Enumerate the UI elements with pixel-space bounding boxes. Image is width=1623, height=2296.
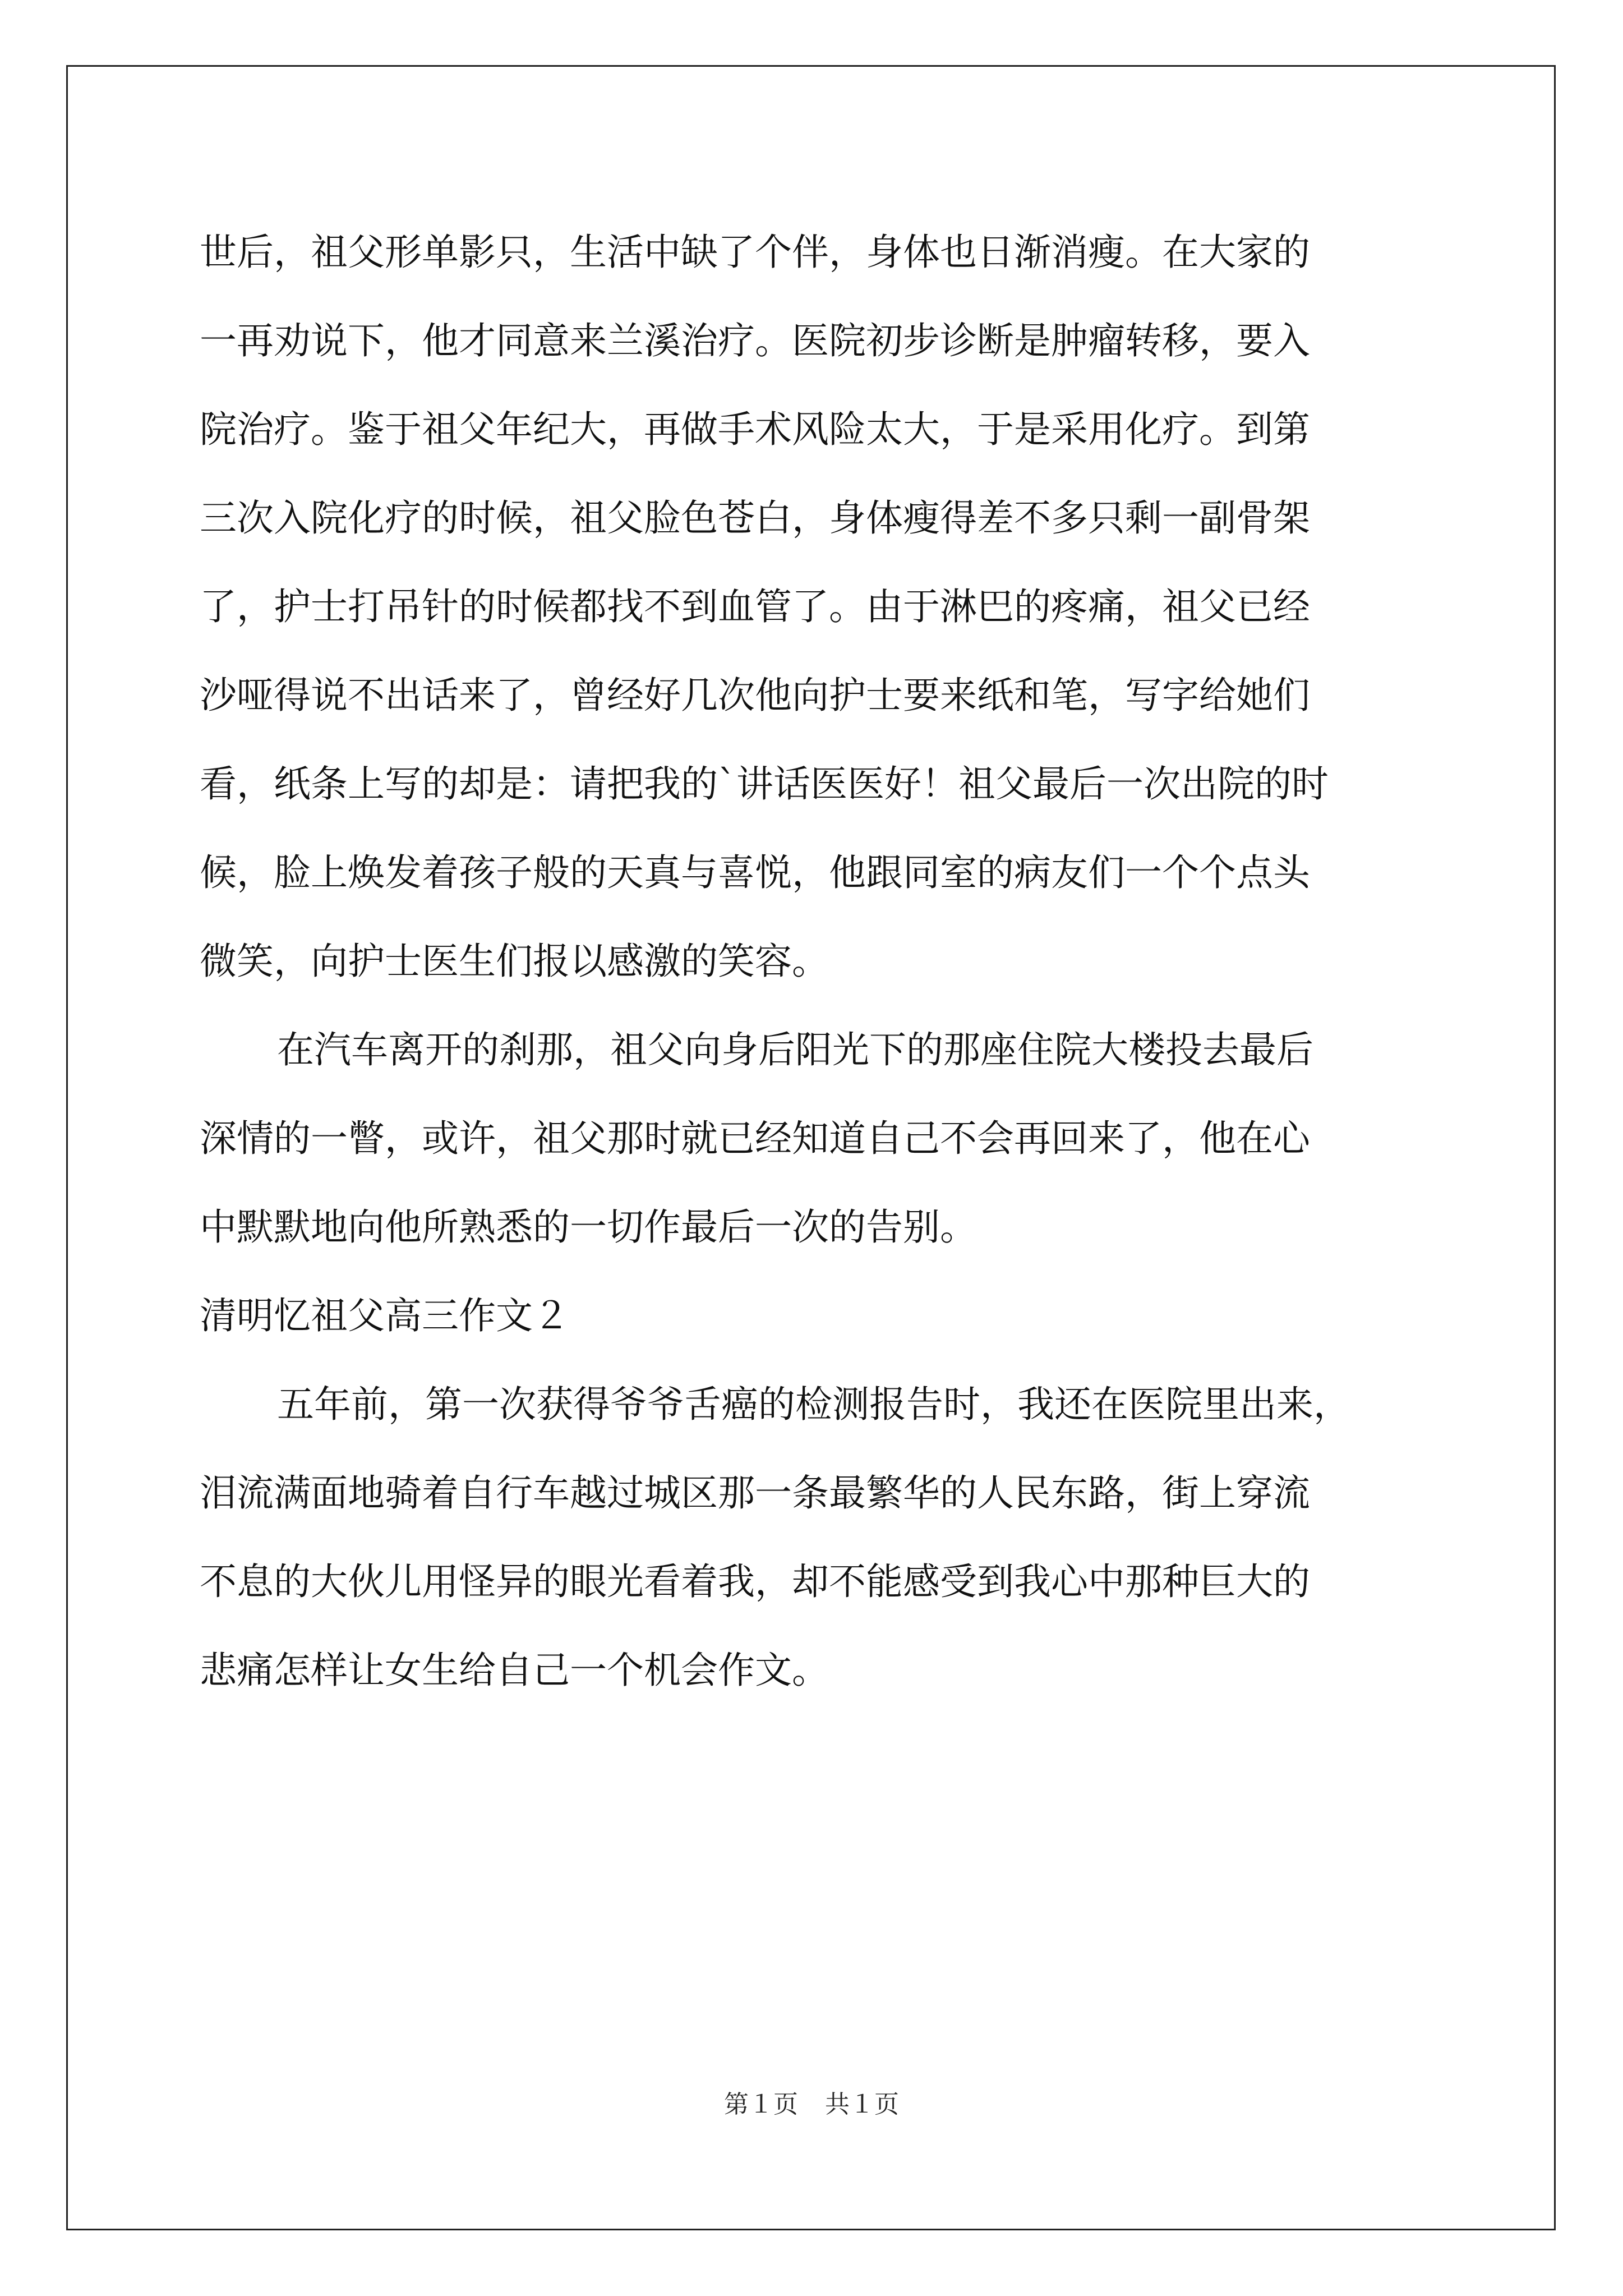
- paragraph-line: 泪流满面地骑着自行车越过城区那一条最繁华的人民东路，街上穿流: [200, 1471, 1310, 1515]
- section-heading: 清明忆祖父高三作文２: [200, 1294, 570, 1337]
- paragraph-line: 微笑，向护士医生们报以感激的笑容。: [200, 940, 829, 983]
- paragraph-line: 三次入院化疗的时候，祖父脸色苍白，身体瘦得差不多只剩一副骨架: [200, 496, 1310, 540]
- paragraph-line: 不息的大伙儿用怪异的眼光看着我，却不能感受到我心中那种巨大的: [200, 1560, 1310, 1603]
- paragraph-line: 一再劝说下，他才同意来兰溪治疗。医院初步诊断是肿瘤转移，要入: [200, 319, 1310, 362]
- paragraph-line: 院治疗。鉴于祖父年纪大，再做手术风险太大，于是采用化疗。到第: [200, 408, 1310, 451]
- paragraph-line: 候，脸上焕发着孩子般的天真与喜悦，他跟同室的病友们一个个点头: [200, 851, 1310, 894]
- paragraph-line: 悲痛怎样让女生给自己一个机会作文。: [200, 1649, 829, 1692]
- paragraph-line: 世后，祖父形单影只，生活中缺了个伴，身体也日渐消瘦。在大家的: [200, 231, 1310, 274]
- paragraph-line: 五年前，第一次获得爷爷舌癌的检测报告时，我还在医院里出来，: [277, 1383, 1350, 1426]
- paragraph-line: 深情的一瞥，或许，祖父那时就已经知道自己不会再回来了，他在心: [200, 1117, 1310, 1160]
- paragraph-line: 中默默地向他所熟悉的一切作最后一次的告别。: [200, 1205, 977, 1249]
- paragraph-line: 在汽车离开的刹那，祖父向身后阳光下的那座住院大楼投去最后: [277, 1028, 1313, 1071]
- page-number: 第１页: [724, 2090, 798, 2119]
- paragraph-line: 了，护士打吊针的时候都找不到血管了。由于淋巴的疼痛，祖父已经: [200, 585, 1310, 628]
- paragraph-line: 看，纸条上写的却是：请把我的`讲话医医好！祖父最后一次出院的时: [200, 762, 1329, 806]
- page-total: 共１页: [825, 2090, 899, 2119]
- page-footer: [0, 2089, 1623, 2120]
- paragraph-line: 沙哑得说不出话来了，曾经好几次他向护士要来纸和笔，写字给她们: [200, 674, 1310, 717]
